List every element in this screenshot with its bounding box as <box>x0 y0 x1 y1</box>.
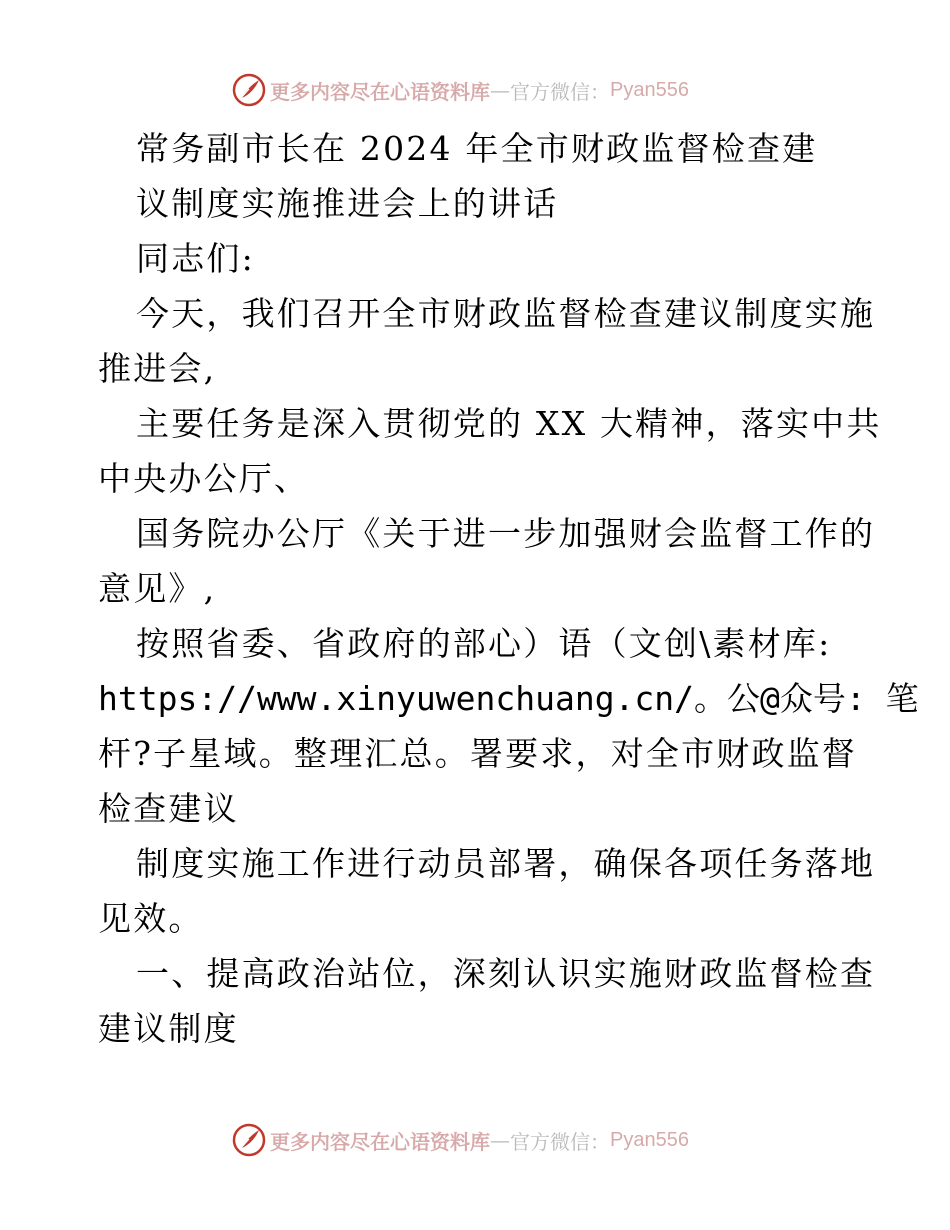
doc-paragraph-line: 检查建议 <box>98 789 239 828</box>
watermark-footer <box>232 1122 689 1158</box>
doc-heading-line: 一、提高政治站位，深刻认识实施财政监督检查 <box>136 954 876 993</box>
watermark-header <box>232 72 689 108</box>
doc-paragraph-line: 杆?子星域。整理汇总。署要求，对全市财政监督 <box>98 734 858 773</box>
doc-paragraph-line: 中央办公厅、 <box>98 459 310 498</box>
watermark-dash: — <box>490 1128 510 1152</box>
watermark-brand: 更多内容尽在心语资料库 <box>270 1129 490 1154</box>
doc-paragraph-line: 今天，我们召开全市财政监督检查建议制度实施 <box>136 294 876 333</box>
quill-logo-icon <box>232 73 266 107</box>
doc-paragraph-line: 推进会, <box>98 349 217 388</box>
doc-heading-line: 建议制度 <box>98 1009 239 1048</box>
doc-salutation: 同志们: <box>136 239 255 278</box>
doc-paragraph-line-url: https://www.xinyuwenchuang.cn/。公@众号: 笔 <box>98 679 919 718</box>
doc-paragraph-line: 意见》, <box>98 569 217 608</box>
doc-paragraph-line: 制度实施工作进行动员部署，确保各项任务落地 <box>136 844 876 883</box>
doc-title-line-1: 常务副市长在 2024 年全市财政监督检查建 <box>136 129 818 168</box>
doc-paragraph-line: 主要任务是深入贯彻党的 XX 大精神，落实中共 <box>136 404 882 443</box>
doc-paragraph-line: 按照省委、省政府的部心）语（文创\素材库: <box>136 624 832 663</box>
watermark-wechat-label: 官方微信： <box>510 79 610 104</box>
doc-title-line-2: 议制度实施推进会上的讲话 <box>136 184 559 223</box>
doc-paragraph-line: 见效。 <box>98 899 204 938</box>
watermark-wechat-id: Pyan556 <box>610 1128 689 1151</box>
watermark-dash: — <box>490 78 510 102</box>
doc-paragraph-line: 国务院办公厅《关于进一步加强财会监督工作的 <box>136 514 876 553</box>
quill-logo-icon <box>232 1123 266 1157</box>
watermark-wechat-label: 官方微信： <box>510 1129 610 1154</box>
watermark-brand: 更多内容尽在心语资料库 <box>270 79 490 104</box>
watermark-wechat-id: Pyan556 <box>610 78 689 101</box>
document-body <box>98 121 919 1056</box>
